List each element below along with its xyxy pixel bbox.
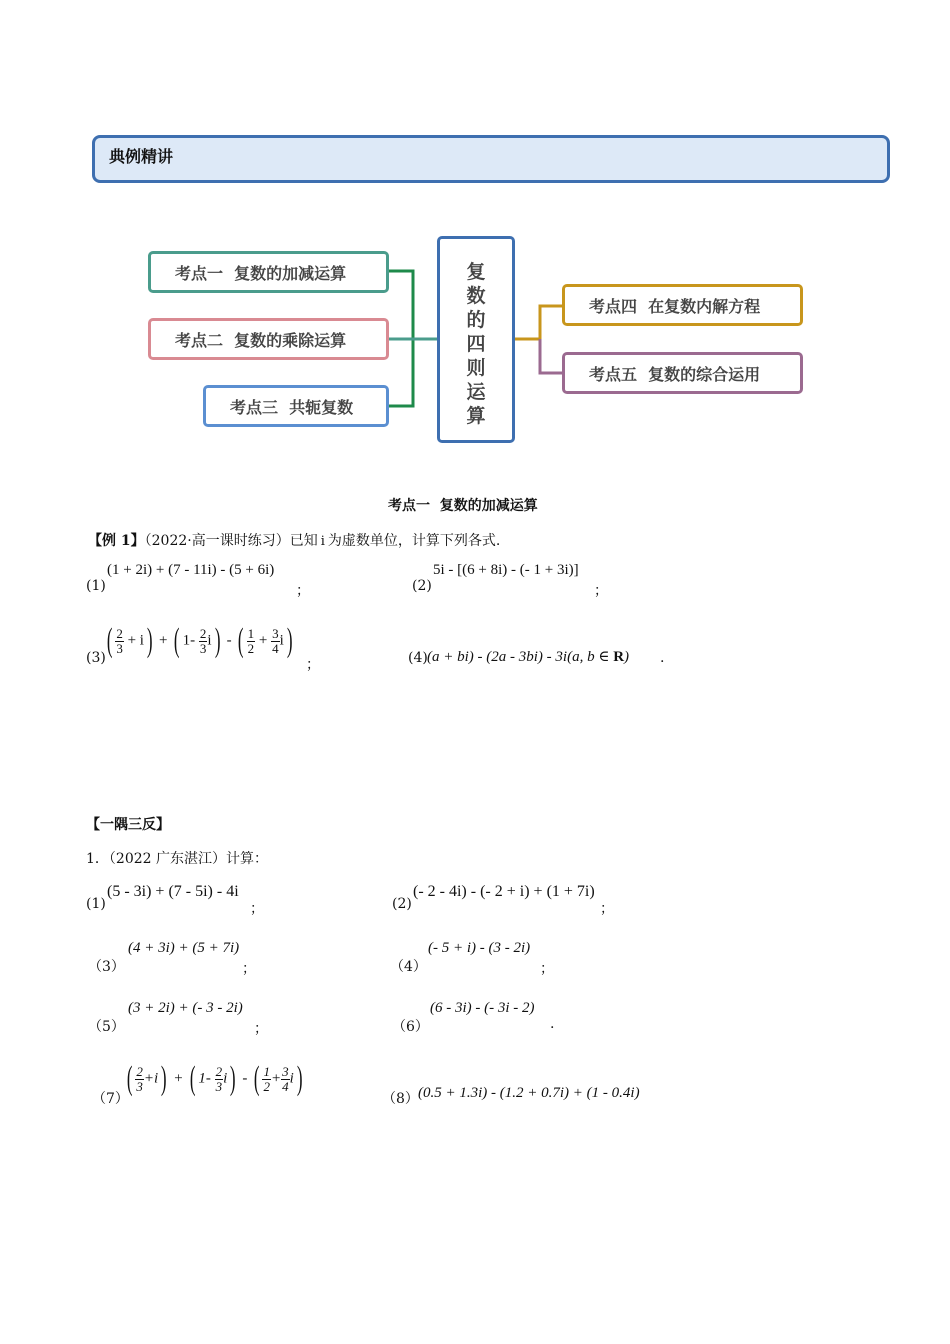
banner-title: 典例精讲	[109, 147, 174, 166]
topic-1-label: 考点一 复数的加减运算	[175, 263, 347, 283]
pr-item-8-expr: (0.5 + 1.3i) - (1.2 + 0.7i) + (1 - 0.4i)	[418, 1085, 640, 1101]
center-char-1: 复	[466, 261, 486, 283]
ex-item-3-expr: ( $\frac{2}{3}$ + i) + ( 1- $\frac{2}{3}$ i) - ( $\frac{1}{2}$ + $\frac{3}{4}$ i)	[106, 622, 293, 659]
topic-box-4	[562, 284, 803, 326]
center-char-6: 运	[466, 381, 486, 403]
ex-item-2-expr: 5i - [(6 + 8i) - (- 1 + 3i)]	[433, 562, 579, 578]
ex-item-4-expr: (a + bi) - (2a - 3bi) - 3i(a, b ∈ R)	[427, 649, 630, 665]
practice-label: 【一隅三反】	[86, 817, 170, 833]
pr-item-3-punct: ；	[242, 961, 256, 977]
pr-item-1-punct: ；	[250, 901, 264, 917]
topic-2-label: 考点二 复数的乘除运算	[175, 330, 347, 350]
pr-item-6-punct: .	[550, 1016, 555, 1032]
pr-item-4-expr: (- 5 + i) - (3 - 2i)	[428, 940, 531, 956]
ex-item-3-punct: ；	[306, 657, 320, 673]
topic-3-label: 考点三 共轭复数	[230, 397, 354, 417]
ex-item-4-number: (4)	[408, 650, 428, 666]
center-char-4: 四	[466, 333, 486, 355]
pr-item-5-number: （5）	[88, 1019, 125, 1035]
right-bracket-line	[540, 306, 563, 373]
ex-item-2-number: (2)	[412, 578, 432, 594]
center-char-7: 算	[466, 405, 486, 427]
example-text-b: i	[320, 534, 325, 549]
ex-item-4-punct: .	[660, 650, 665, 666]
pr-item-7-number: （7）	[92, 1091, 129, 1107]
pr-item-4-number: （4）	[390, 959, 427, 975]
topic-box-5	[562, 352, 803, 394]
topic-box-3	[203, 385, 389, 427]
pr-item-1-expr: (5 - 3i) + (7 - 5i) - 4i	[107, 883, 239, 900]
pr-item-6-expr: (6 - 3i) - (- 3i - 2)	[430, 1000, 535, 1016]
pr-item-1-number: (1)	[86, 896, 106, 912]
pr-item-8-number: （8）	[382, 1091, 419, 1107]
pr-item-3-number: （3）	[88, 959, 125, 975]
topic-box-1	[148, 251, 389, 293]
pr-item-6-number: （6）	[392, 1019, 429, 1035]
pr-item-2-punct: ；	[600, 901, 614, 917]
pr-item-7-expr: ( $\frac{2}{3}$ +i) + ( 1- $\frac{2}{3}$ i) - ( $\frac{1}{2}$ + $\frac{3}{4}$ i)	[126, 1060, 303, 1097]
example-label: 【例 1】	[88, 533, 145, 549]
ex-item-1-number: (1)	[86, 578, 106, 594]
practice-question-1: 1．（2022 广东湛江）计算：	[86, 851, 268, 867]
center-char-2: 数	[466, 285, 486, 307]
right-bracket-lower	[540, 339, 563, 373]
pr-item-5-punct: ；	[254, 1021, 268, 1037]
section-title: 考点一 复数的加减运算	[388, 498, 538, 514]
center-char-3: 的	[466, 309, 486, 331]
topic-box-2	[148, 318, 389, 360]
pr-item-4-punct: ；	[540, 961, 554, 977]
ex-item-3-number: (3)	[86, 650, 106, 666]
pr-item-2-expr: (- 2 - 4i) - (- 2 + i) + (1 + 7i)	[413, 883, 595, 900]
example-text-a: （2022·高一课时练习）已知	[144, 533, 318, 549]
pr-item-5-expr: (3 + 2i) + (- 3 - 2i)	[128, 1000, 243, 1016]
ex-item-1-expr: (1 + 2i) + (7 - 11i) - (5 + 6i)	[107, 562, 275, 578]
example-text-c: 为虚数单位，计算下列各式.	[327, 533, 501, 549]
ex-item-2-punct: ；	[594, 583, 608, 599]
topic-5-label: 考点五 复数的综合运用	[589, 364, 761, 384]
topic-4-label: 考点四 在复数内解方程	[589, 296, 761, 316]
center-char-5: 则	[466, 357, 486, 379]
example-1-prompt	[88, 530, 500, 550]
pr-item-3-expr: (4 + 3i) + (5 + 7i)	[128, 940, 240, 956]
pr-item-2-number: (2)	[392, 896, 412, 912]
ex-item-1-punct: ；	[296, 583, 310, 599]
center-topic-box	[437, 236, 515, 443]
